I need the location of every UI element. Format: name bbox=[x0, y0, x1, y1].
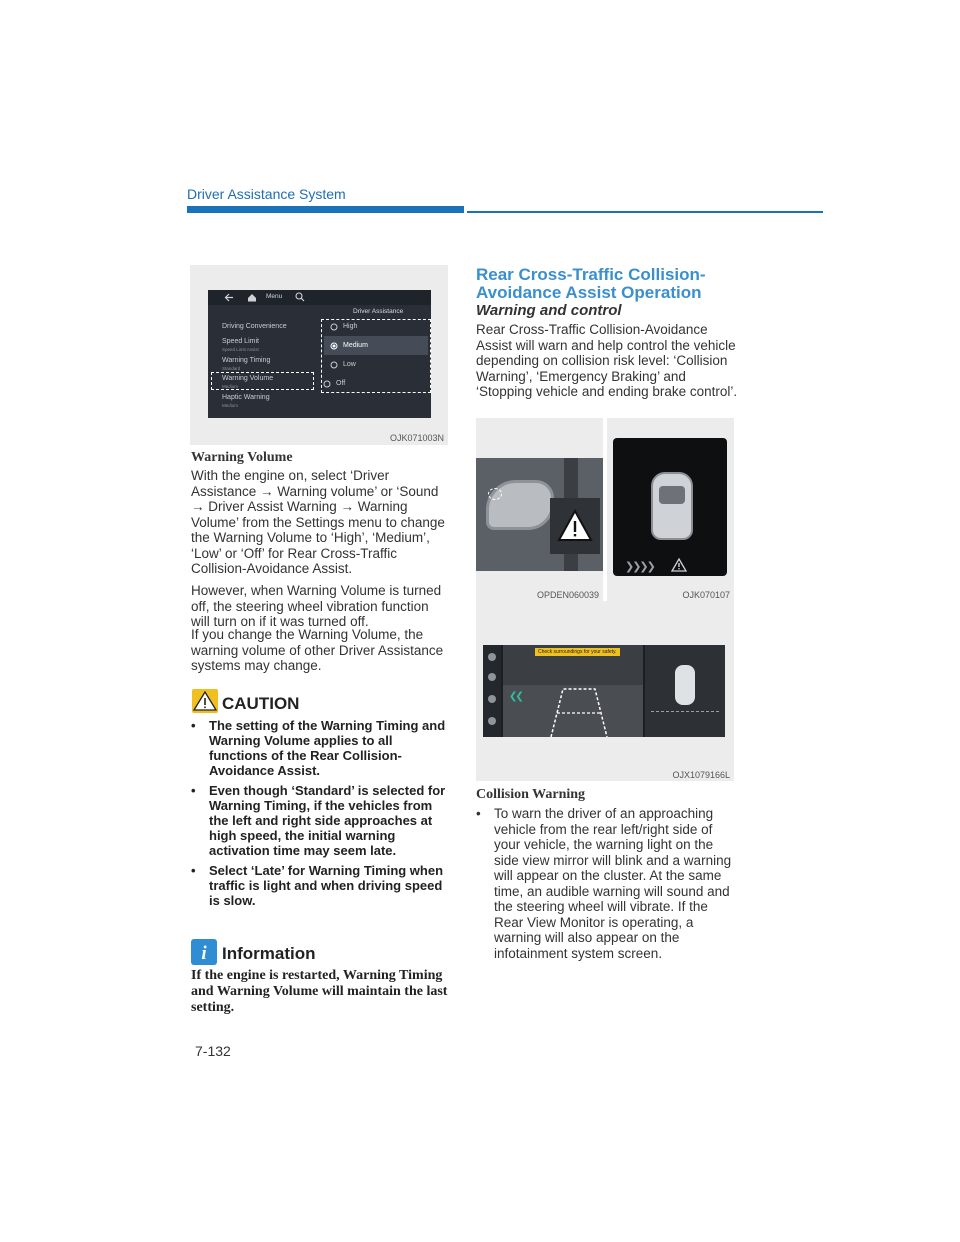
menu-label: Menu bbox=[266, 293, 283, 300]
option-high: High bbox=[343, 323, 358, 330]
warning-triangle-icon bbox=[671, 558, 687, 572]
back-arrow-icon bbox=[224, 293, 234, 302]
list-item bbox=[476, 806, 738, 961]
radio-empty-icon bbox=[323, 380, 331, 388]
svg-text:i: i bbox=[201, 943, 207, 964]
bullet: • bbox=[191, 718, 196, 733]
information-title: Information bbox=[222, 944, 316, 963]
parking-line bbox=[651, 711, 719, 713]
caution-title: CAUTION bbox=[222, 694, 300, 713]
figure-settings-menu bbox=[190, 265, 448, 445]
figure-caption: OJX1079166L bbox=[672, 770, 730, 780]
selected-option-row bbox=[324, 336, 428, 355]
bullet: • bbox=[476, 806, 481, 821]
parking-guide-lines bbox=[533, 681, 623, 737]
bullet: • bbox=[191, 783, 196, 798]
warning-triangle-icon bbox=[556, 508, 594, 544]
approach-arrows-icon: ❯❯❯❯ bbox=[625, 561, 654, 573]
camera-icon bbox=[488, 653, 496, 661]
caution-item-text: Even though ‘Standard’ is selected for Warning Timing, if the vehicles from the left and right side approaches at high speed, the initial warning activation time may seem late. bbox=[209, 783, 446, 858]
home-icon bbox=[247, 293, 257, 302]
radio-empty-icon bbox=[330, 361, 338, 369]
section-title-line-1: Rear Cross-Traffic Collision- bbox=[476, 265, 706, 284]
option-low: Low bbox=[343, 361, 356, 368]
rear-camera-view bbox=[503, 645, 643, 737]
figure-rear-view-monitor bbox=[476, 601, 734, 781]
section-title-line-2: Avoidance Assist Operation bbox=[476, 283, 702, 302]
collision-warning-heading: Collision Warning bbox=[476, 787, 586, 802]
figure-caption: OJK070107 bbox=[682, 590, 730, 600]
radio-selected-icon bbox=[330, 342, 338, 350]
option-off: Off bbox=[336, 380, 346, 387]
menu-item-warning-volume: Warning Volume bbox=[222, 375, 274, 382]
caution-item bbox=[191, 863, 453, 908]
infotainment-screen bbox=[208, 290, 431, 418]
option-medium: Medium bbox=[343, 342, 368, 349]
caution-list bbox=[191, 718, 453, 908]
radio-empty-icon bbox=[330, 323, 338, 331]
check-surroundings-banner: Check surroundings for your safety. bbox=[535, 648, 620, 656]
list-item-text: To warn the driver of an approaching vehicle from the rear left/right side of your vehicle, the warning light on the side view mirror will blink and a warning will appear on the cluster. At the same time, an audible warning will sound and the steering wheel will vibrate. If the Rear View Monitor is operating, a warning will also appear on the infotainment system screen. bbox=[494, 806, 732, 961]
information-text: If the engine is restarted, Warning Timing and Warning Volume will maintain the last setting. bbox=[191, 968, 448, 1015]
figure-cluster-warning bbox=[607, 418, 734, 601]
panel-title: Driver Assistance bbox=[353, 308, 404, 315]
section-subtitle: Warning and control bbox=[476, 302, 622, 319]
paragraph-warning-volume-1: With the engine on, select ‘Driver Assistance → Warning volume’ or ‘Sound → Driver Assist Warning → Warning Volume’ from the Settings menu to change the Warning Volume to ‘High’, ‘Medium’, ‘Low’ or ‘Off’ for Rear Cross-Traffic Collision-Avoidance Assist. bbox=[191, 468, 445, 576]
top-view-panel bbox=[645, 645, 725, 737]
warning-volume-heading: Warning Volume bbox=[191, 450, 293, 465]
mirror-photo bbox=[476, 458, 603, 571]
caution-item bbox=[191, 718, 453, 778]
menu-sub-warning-volume: Medium bbox=[222, 384, 239, 389]
guide-icon bbox=[488, 695, 496, 703]
figure-side-mirror bbox=[476, 418, 603, 601]
page-number: 7-132 bbox=[195, 1043, 231, 1059]
settings-gear-icon bbox=[488, 717, 496, 725]
menu-sub-haptic-warning: Medium bbox=[222, 403, 239, 408]
infotainment-display bbox=[483, 645, 725, 737]
view-icon bbox=[488, 673, 496, 681]
section-header: Driver Assistance System bbox=[187, 186, 346, 202]
cluster-display bbox=[613, 438, 727, 576]
figure-caption: OJK071003N bbox=[389, 433, 444, 443]
figure-caption: OPDEN060039 bbox=[536, 590, 599, 600]
vehicle-top-view bbox=[651, 472, 693, 540]
caution-item-text: The setting of the Warning Timing and Warning Volume applies to all functions of the Rear Collision-Avoidance Assist. bbox=[209, 718, 446, 778]
paragraph-warning-control: Rear Cross-Traffic Collision-Avoidance Assist will warn and help control the vehicle depending on collision risk level: ‘Collision Warning’, ‘Emergency Braking’ and ‘Stopping vehicle and ending brake control’. bbox=[476, 322, 738, 399]
menu-item-warning-timing: Warning Timing bbox=[222, 357, 271, 364]
menu-sub-warning-timing: Standard bbox=[222, 366, 241, 371]
caution-item bbox=[191, 783, 453, 858]
paragraph-warning-volume-3: If you change the Warning Volume, the warning volume of other Driver Assistance systems may change. bbox=[191, 627, 444, 673]
search-icon bbox=[295, 292, 305, 302]
menu-item-haptic-warning: Haptic Warning bbox=[222, 394, 270, 401]
menu-item-speed-limit: Speed Limit bbox=[222, 338, 259, 345]
vehicle-top-view bbox=[675, 665, 695, 705]
side-button-bar bbox=[483, 645, 501, 737]
mirror-warning-light bbox=[488, 488, 502, 500]
paragraph-warning-volume-2: However, when Warning Volume is turned off, the steering wheel vibration function will turn on if it was turned off. bbox=[191, 583, 442, 629]
caution-item-text: Select ‘Late’ for Warning Timing when traffic is light and when driving speed is slow. bbox=[209, 863, 444, 908]
information-icon bbox=[191, 939, 217, 965]
header-bar-thin bbox=[467, 211, 823, 213]
screen-top-bar bbox=[208, 290, 431, 305]
collision-warning-list bbox=[476, 806, 738, 961]
menu-sub-speed-limit: Speed Limit Assist bbox=[222, 347, 259, 352]
bullet: • bbox=[191, 863, 196, 878]
header-bar-thick bbox=[187, 206, 464, 213]
menu-item-driving-convenience: Driving Convenience bbox=[222, 323, 287, 330]
rear-left-warning-arrows-icon: ❮❮ bbox=[509, 691, 522, 702]
caution-icon bbox=[192, 689, 218, 713]
vehicle-windshield bbox=[659, 486, 685, 504]
